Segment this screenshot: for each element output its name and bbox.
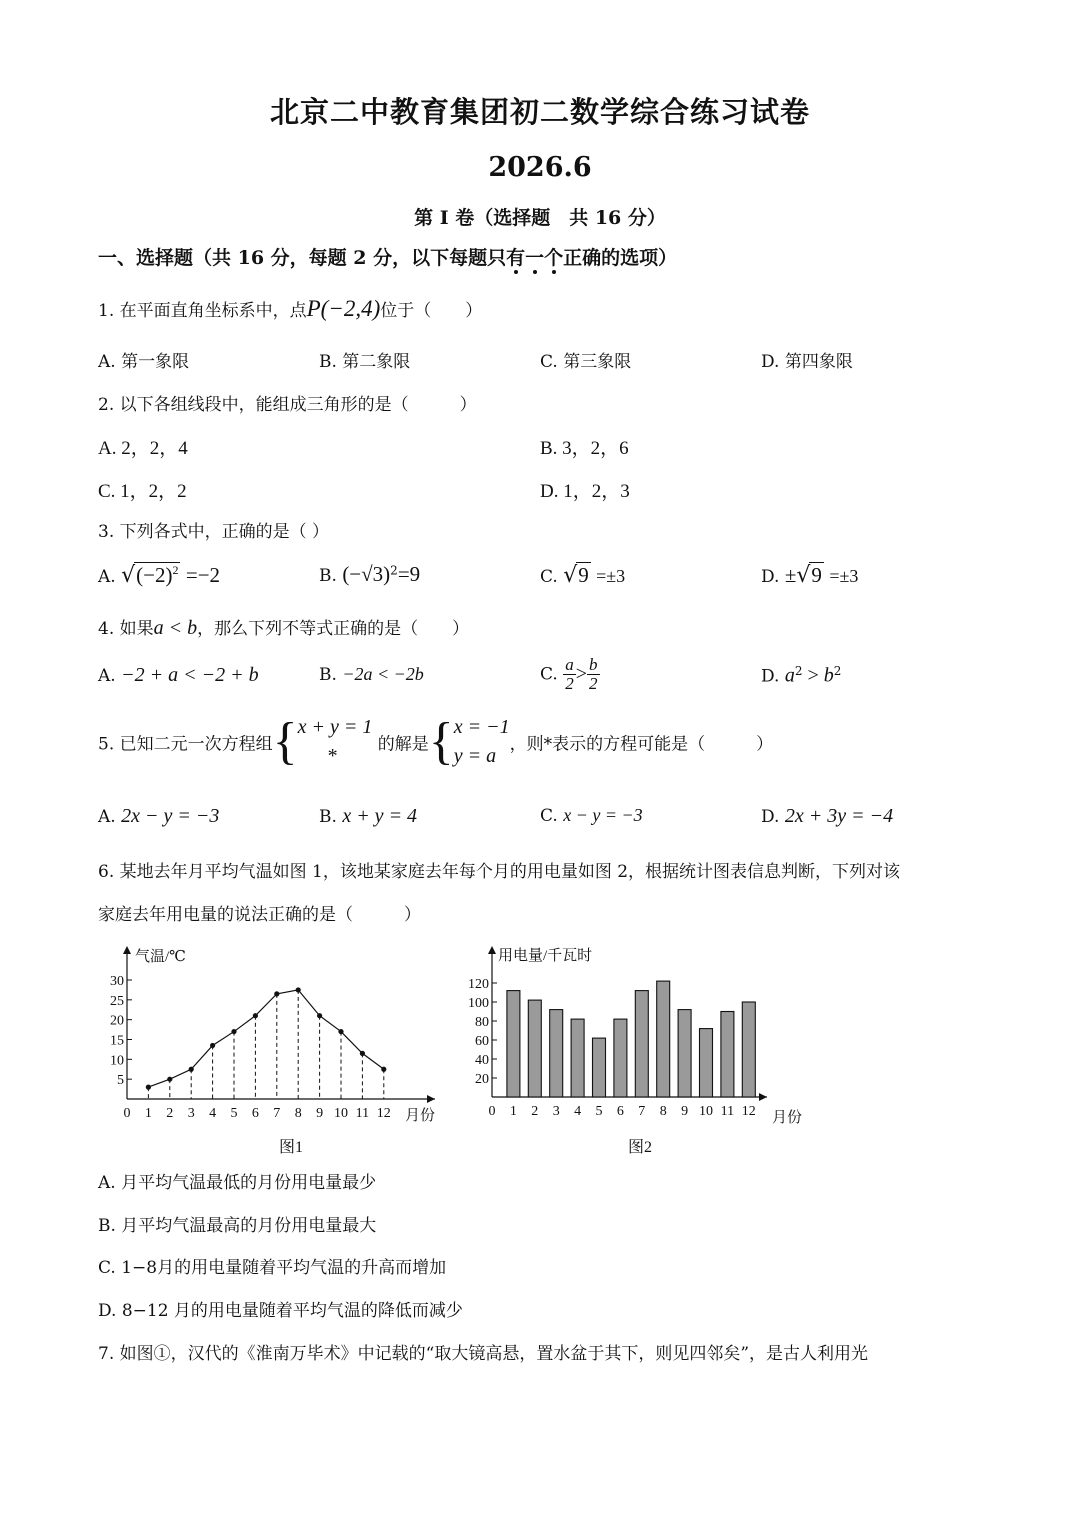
- q1-option-a: A. 第一象限: [98, 352, 190, 372]
- temperature-line-chart: [100, 938, 445, 1128]
- question-5-stem: 5. 已知二元一次方程组{ x + y = 1 * 的解是{ x = −1 y = a ，则*表示的方程可能是（ ）: [98, 713, 774, 770]
- bar: [635, 991, 648, 1097]
- x-axis-label: 月份: [772, 1110, 803, 1126]
- x-axis-arrow: [427, 1095, 435, 1103]
- x-tick-label: 4: [574, 1104, 582, 1119]
- x-tick-label: 2: [531, 1104, 539, 1119]
- q2-option-c: C. 1，2，2: [98, 481, 187, 502]
- y-tick-label: 20: [110, 1013, 124, 1029]
- volume-heading: 第 I 卷（选择题 共 16 分）: [414, 207, 666, 229]
- x-tick-label: 1: [144, 1106, 152, 1121]
- q3-option-a: A. $√(-2)^2 =-2$: [98, 563, 221, 588]
- x-tick-label: 8: [294, 1106, 302, 1121]
- x-tick-label: 9: [681, 1104, 689, 1119]
- q2-option-b: B. 3，2，6: [540, 438, 629, 459]
- x-tick-label: 12: [376, 1106, 391, 1121]
- x-tick-label: 7: [638, 1104, 646, 1119]
- q1-option-d: D. 第四象限: [761, 352, 853, 372]
- q4-option-c: C. $\frac{a}{2}$ > $\frac{b}{2}$: [540, 655, 598, 693]
- q5-system1-line2: *: [327, 745, 338, 767]
- question-1-stem: [98, 296, 482, 322]
- x-tick-label: 6: [616, 1104, 624, 1119]
- q5-system1-line1: x + y = 1: [297, 716, 373, 738]
- y-tick-label: 80: [475, 1015, 489, 1030]
- y-tick-label: 40: [475, 1053, 489, 1068]
- x-tick-label: 2: [166, 1106, 174, 1121]
- question-3-stem: 3. 下列各式中，正确的是（ ）: [98, 522, 330, 542]
- q6-option-d: D. 8−12 月的用电量随着平均气温的降低而减少: [98, 1301, 463, 1321]
- bar: [550, 1010, 563, 1097]
- data-point: [381, 1067, 386, 1072]
- bar: [678, 1010, 691, 1097]
- q4-option-a: A. −2 + a < −2 + b: [98, 664, 259, 686]
- y-tick-label: 15: [110, 1033, 124, 1049]
- emphasis-char: 一: [525, 247, 545, 269]
- bar: [700, 1029, 713, 1097]
- question-2-stem: 2. 以下各组线段中，能组成三角形的是（ ）: [98, 395, 477, 415]
- q1-option-c: C. 第三象限: [540, 352, 632, 372]
- bar: [571, 1019, 584, 1097]
- y-tick-label: 20: [475, 1072, 489, 1087]
- data-point: [274, 991, 279, 996]
- y-tick-label: 5: [117, 1073, 124, 1089]
- y-tick-label: 100: [468, 996, 489, 1011]
- bar: [593, 1038, 606, 1097]
- figure-2-caption: 图2: [628, 1139, 653, 1156]
- x-tick-label: 6: [251, 1106, 259, 1121]
- x-tick-label: 11: [720, 1104, 735, 1119]
- q2-option-a: A. 2，2，4: [98, 438, 188, 459]
- data-point: [210, 1043, 215, 1048]
- bar: [528, 1000, 541, 1097]
- q4-option-b: B. −2a < −2b: [319, 664, 424, 685]
- data-point: [296, 987, 301, 992]
- electricity-bar-chart: [462, 938, 812, 1128]
- q1-option-b: B. 第二象限: [319, 352, 411, 372]
- data-point: [317, 1013, 322, 1018]
- x-tick-label: 9: [316, 1106, 324, 1121]
- y-axis-arrow: [123, 946, 131, 954]
- y-tick-label: 120: [468, 977, 489, 992]
- data-point: [231, 1029, 236, 1034]
- page-title: 北京二中教育集团初二数学综合练习试卷: [269, 95, 810, 129]
- q4-option-d: D. $a^2 > b^2$: [761, 664, 842, 687]
- q1-point: P(−2,4): [306, 296, 381, 321]
- section-heading-pre: 一、选择题（共 16 分，每题 2 分，以下每题只: [98, 247, 507, 269]
- y-axis-label: 气温/℃: [135, 949, 186, 965]
- q3-option-d: D. ±√9 =±3: [761, 563, 859, 588]
- q1-stem-pre: 1. 在平面直角坐标系中，点: [98, 301, 307, 321]
- x-tick-label: 10: [699, 1104, 713, 1119]
- x-tick-label: 11: [355, 1106, 370, 1121]
- x-tick-label: 3: [552, 1104, 560, 1119]
- q5-system2-line2: y = a: [453, 745, 497, 767]
- data-point: [338, 1029, 343, 1034]
- q6-option-c: C. 1−8月的用电量随着平均气温的升高而增加: [98, 1258, 447, 1278]
- figure-1-caption: 图1: [279, 1139, 304, 1156]
- x-axis-arrow: [759, 1093, 767, 1101]
- x-tick-label: 4: [209, 1106, 217, 1121]
- y-tick-label: 25: [110, 993, 124, 1009]
- q5-option-b: B. x + y = 4: [319, 805, 418, 827]
- section-heading-post: 正确的选项）: [563, 247, 678, 269]
- y-tick-label: 60: [475, 1034, 489, 1049]
- data-point: [360, 1051, 365, 1056]
- q5-option-c: C. x − y = −3: [540, 805, 643, 826]
- x-axis-label: 月份: [405, 1108, 436, 1124]
- bar: [742, 1002, 755, 1097]
- temperature-series-line: [148, 990, 383, 1087]
- exam-date: 2026.6: [488, 152, 592, 183]
- q3-option-c: C. √9 =±3: [540, 563, 626, 588]
- q4-condition: a < b: [153, 617, 198, 639]
- x-tick-label: 12: [741, 1104, 756, 1119]
- section-heading: [98, 243, 677, 270]
- q6-option-a: A. 月平均气温最低的月份用电量最少: [98, 1173, 377, 1193]
- x-tick-label: 10: [334, 1106, 348, 1121]
- q5-option-d: D. 2x + 3y = −4: [761, 805, 894, 827]
- y-tick-label: 30: [110, 974, 124, 989]
- x-tick-label: 5: [230, 1106, 238, 1121]
- q3-option-b: B. $(-√3)^2=9$: [319, 562, 421, 586]
- q5-option-a: A. 2x − y = −3: [98, 805, 220, 827]
- q6-option-b: B. 月平均气温最高的月份用电量最大: [98, 1216, 377, 1236]
- bar: [614, 1019, 627, 1097]
- data-point: [146, 1085, 151, 1090]
- q1-stem-post: 位于（ ）: [380, 301, 483, 321]
- emphasis-char: 个: [544, 247, 564, 269]
- y-axis-label: 用电量/千瓦时: [498, 948, 593, 964]
- bar: [657, 981, 670, 1097]
- x-tick-label: 0: [488, 1104, 496, 1119]
- x-tick-label: 5: [595, 1104, 603, 1119]
- x-tick-label: 7: [273, 1106, 281, 1121]
- x-tick-label: 8: [659, 1104, 667, 1119]
- x-tick-label: 3: [187, 1106, 195, 1121]
- data-point: [253, 1013, 258, 1018]
- x-tick-label: 0: [123, 1106, 131, 1121]
- bar: [507, 991, 520, 1097]
- data-point: [167, 1077, 172, 1082]
- y-tick-label: 10: [110, 1053, 124, 1069]
- question-7-stem-line1: 7. 如图①，汉代的《淮南万毕术》中记载的“取大镜高悬，置水盆于其下，则见四邻矣”，是古人利用光: [98, 1344, 869, 1364]
- emphasis-char: 有: [506, 247, 526, 269]
- question-6-stem-line1: 6. 某地去年月平均气温如图 1，该地某家庭去年每个月的用电量如图 2，根据统计图表信息判断，下列对该: [98, 862, 901, 882]
- data-point: [189, 1067, 194, 1072]
- x-tick-label: 1: [509, 1104, 517, 1119]
- q2-option-d: D. 1，2，3: [540, 481, 630, 502]
- question-4-stem: 4. 如果a < b，那么下列不等式正确的是（ ）: [98, 617, 470, 639]
- q5-system2-line1: x = −1: [453, 716, 510, 738]
- bar: [721, 1012, 734, 1098]
- question-6-stem-line2: 家庭去年用电量的说法正确的是（ ）: [98, 905, 421, 925]
- y-axis-arrow: [488, 946, 496, 954]
